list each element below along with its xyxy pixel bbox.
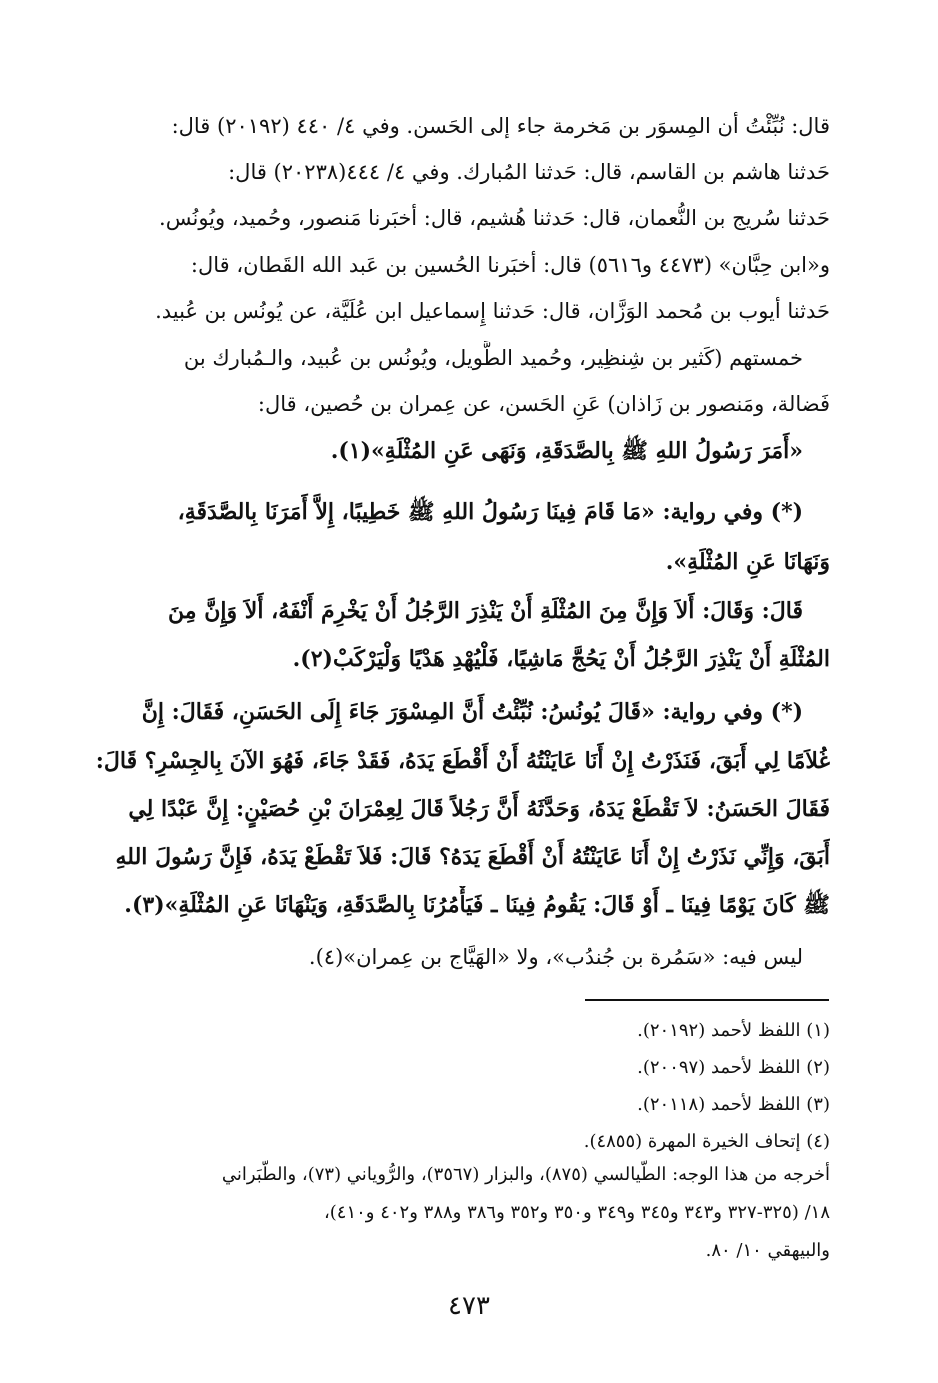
hadith-line: أَبَقَ، وَإِنِّي نَذَرْتُ إِنْ أَنَا عَايَنْتُهُ أَنْ أَقْطَعَ يَدَهُ؟ قَالَ: فَلاَ تَقْطَعْ يَدَهُ، فَإِنَّ رَسُولَ اللهِ: [115, 844, 830, 870]
footnote-separator: [585, 999, 829, 1001]
hadith-line: «أَمَرَ رَسُولُ اللهِ ﷺ بِالصَّدَقَةِ، وَنَهَى عَنِ المُثْلَةِ»(١).: [330, 438, 803, 464]
hadith-line: وَنَهَانَا عَنِ المُثْلَةِ».: [665, 549, 830, 575]
narration-line: و«ابن حِبَّان» (٤٤٧٣ و٥٦١٦) قال: أخبَرنا الحُسين بن عَبد الله القَطان، قال:: [190, 253, 830, 277]
footnote: (٢) اللفظ لأحمد (٢٠٠٩٧).: [637, 1057, 830, 1078]
footnote: والبيهقي ١٠/ ٨٠.: [705, 1240, 830, 1261]
footnote: أخرجه من هذا الوجه: الطَّيالسي (٨٧٥)، والبزار (٣٥٦٧)، والرُّوياني (٧٣)، والطَّبَراني: [221, 1164, 830, 1185]
page-number: ٤٧٣: [448, 1291, 490, 1321]
hadith-line: المُثْلَةِ أَنْ يَنْذِرَ الرَّجُلُ أَنْ يَحُجَّ مَاشِيًا، فَلْيُهْدِ هَدْيًا وَلْيَرْكَبْ(٢).: [292, 646, 830, 672]
closing-line: ليس فيه: «سَمُرة بن جُندُب»، ولا «الهَيَّاج بن عِمران»(٤).: [308, 945, 803, 969]
narration-line: حَدثنا أيوب بن مُحمد الوَزَّان، قال: حَدثنا إِسماعيل ابن عُلَيَّة، عن يُونُس بن عُبيد.: [155, 299, 830, 323]
footnote: ١٨/ (٣٢٥-٣٢٧ و٣٤٣ و٣٤٥ و٣٤٩ و٣٥٠ و٣٥٢ و٣٨٦ و٣٨٨ و٤٠٢ و٤١٠)،: [323, 1202, 830, 1223]
narration-line: حَدثنا سُريج بن النُّعمان، قال: حَدثنا هُشيم، قال: أخبَرنا مَنصور، وحُميد، ويُونُس.: [159, 206, 830, 230]
footnote: (٣) اللفظ لأحمد (٢٠١١٨).: [637, 1094, 830, 1115]
hadith-line: ﷺ كَانَ يَوْمًا فِينَا ـ أَوْ قَالَ: يَقُومُ فِينَا ـ فَيَأْمُرُنَا بِالصَّدَقَةِ، وَيَنْهَانَا عَنِ المُثْلَةِ»(٣).: [124, 892, 830, 918]
hadith-line: غُلاَمًا لِي أَبَقَ، فَنَذَرْتُ إِنْ أَنَا عَايَنْتُهُ أَنْ أَقْطَعَ يَدَهُ، فَقَدْ جَاءَ، فَهُوَ الآنَ بِالجِسْرِ؟ قَالَ:: [95, 748, 830, 774]
narration-line: فَضالة، ومَنصور بن زَاذان) عَنِ الحَسن، عن عِمران بن حُصين، قال:: [257, 392, 830, 416]
narration-line: خمستهم (كَثير بن شِنظِير، وحُميد الطَّويل، ويُونُس بن عُبيد، والـمُبارك بن: [183, 346, 803, 370]
narration-line: قال: نُبِّئْتُ أن المِسوَر بن مَخرمة جاء إلى الحَسن. وفي ٤/ ٤٤٠ (٢٠١٩٢) قال:: [171, 114, 830, 138]
hadith-line: فَقَالَ الحَسَنُ: لاَ تَقْطَعْ يَدَهُ، وَحَدَّثَهُ أَنَّ رَجُلاً قَالَ لِعِمْرَانَ بْنِ حُصَيْنٍ: إِنَّ عَبْدًا لِي: [128, 796, 830, 822]
footnote: (١) اللفظ لأحمد (٢٠١٩٢).: [637, 1020, 830, 1041]
hadith-line: (*) وفي رواية: «مَا قَامَ فِينَا رَسُولُ اللهِ ﷺ خَطِيبًا، إِلاَّ أَمَرَنَا بِالصَّدَقَةِ،: [177, 499, 803, 525]
footnote: (٤) إتحاف الخيرة المهرة (٤٨٥٥).: [583, 1131, 830, 1152]
hadith-line: (*) وفي رواية: «قَالَ يُونُسُ: نُبِّئْتُ أَنَّ المِسْوَرَ جَاءَ إِلَى الحَسَنِ، فَقَالَ: إِنَّ: [141, 699, 803, 725]
hadith-line: قَالَ: وَقَالَ: أَلاَ وَإِنَّ مِنَ المُثْلَةِ أَنْ يَنْذِرَ الرَّجُلُ أَنْ يَخْرِمَ أَنْفَهُ، أَلاَ وَإِنَّ مِنَ: [168, 598, 803, 624]
narration-line: حَدثنا هاشم بن القاسم، قال: حَدثنا المُبارك. وفي ٤/ ٤٤٤(٢٠٢٣٨) قال:: [228, 160, 830, 184]
